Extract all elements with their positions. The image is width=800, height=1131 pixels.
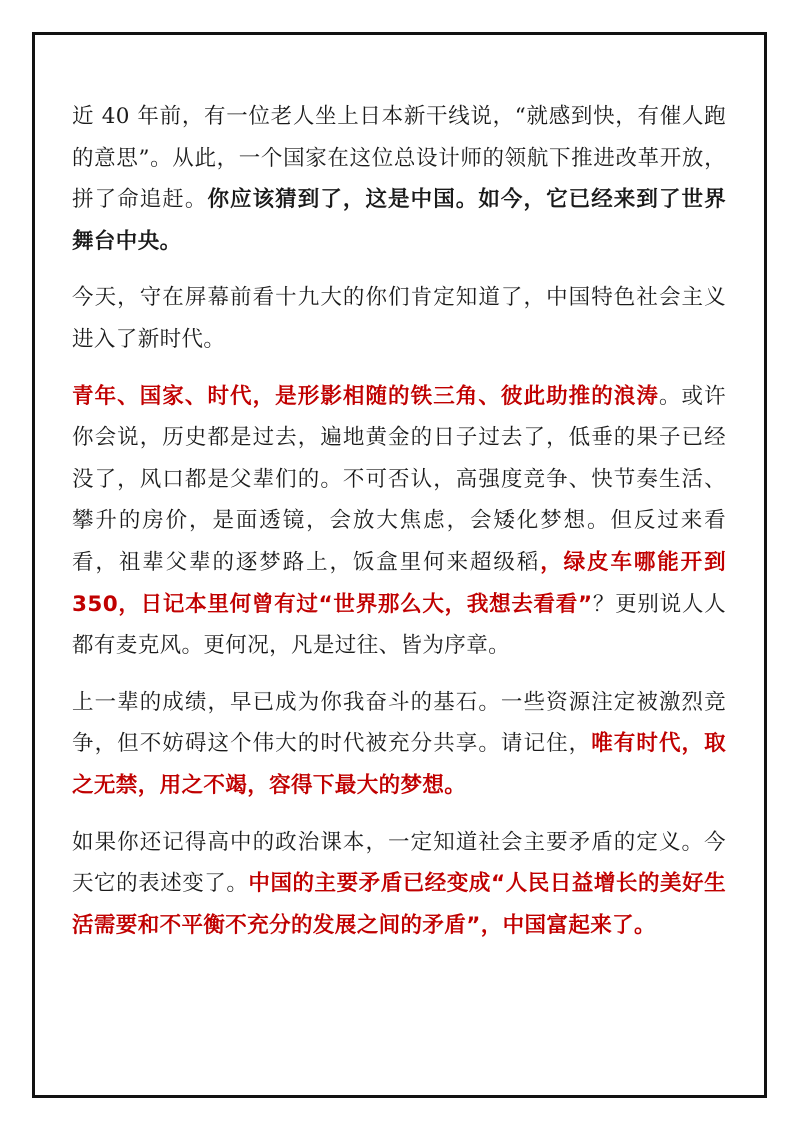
text-segment: 如果你还记得高中的政治课本，一定知道社会主要矛盾的定义。今天它的表述变了。 bbox=[72, 829, 726, 897]
paragraph-principal-contradiction bbox=[72, 822, 726, 947]
text-segment: ？更别说人人都有麦克风。更何况，凡是过往、皆为序章。 bbox=[72, 591, 726, 659]
highlight-iron-triangle: 青年、国家、时代，是形影相随的铁三角、彼此助推的浪涛 bbox=[72, 383, 659, 409]
text-segment: 上一辈的成绩，早已成为你我奋斗的基石。一些资源注定被激烈竞争，但不妨碍这个伟大的时代被充分共享。请记住， bbox=[72, 689, 726, 757]
paragraph-new-era bbox=[72, 277, 726, 360]
text-segment: 今天，守在屏幕前看十九大的你们肯定知道了，中国特色社会主义进入了新时代。 bbox=[72, 285, 726, 352]
highlight-green-train-diary: ，绿皮车哪能开到 350，日记本里何曾有过“世界那么大，我想去看看” bbox=[72, 549, 726, 617]
emphasis-world-stage: 你应该猜到了，这是中国。如今，它已经来到了世界舞台中央。 bbox=[72, 187, 726, 254]
document-body bbox=[72, 96, 726, 961]
text-segment: 。或许你会说，历史都是过去，遍地黄金的日子过去了，低垂的果子已经没了，风口都是父辈们的。不可否认，高强度竞争、快节奏生活、攀升的房价，是面透镜，会放大焦虑，会矮化梦想。但反过来看看，祖辈父辈的逐梦路上，饭盒里何来超级稻 bbox=[72, 383, 727, 575]
highlight-only-the-era: 唯有时代，取之无禁，用之不竭，容得下最大的梦想。 bbox=[72, 731, 727, 798]
paragraph-foundation bbox=[72, 682, 726, 807]
text-segment: 近 40 年前，有一位老人坐上日本新干线说，“就感到快，有催人跑的意思”。从此，一个国家在这位总设计师的领航下推进改革开放，拼了命追赶。 bbox=[72, 104, 726, 213]
paragraph-youth-nation-era bbox=[72, 376, 726, 667]
paragraph-deng-xiaoping-shinkansen bbox=[72, 96, 726, 262]
highlight-principal-contradiction: 中国的主要矛盾已经变成“人民日益增长的美好生活需要和不平衡不充分的发展之间的矛盾”，中国富起来了。 bbox=[72, 871, 726, 938]
